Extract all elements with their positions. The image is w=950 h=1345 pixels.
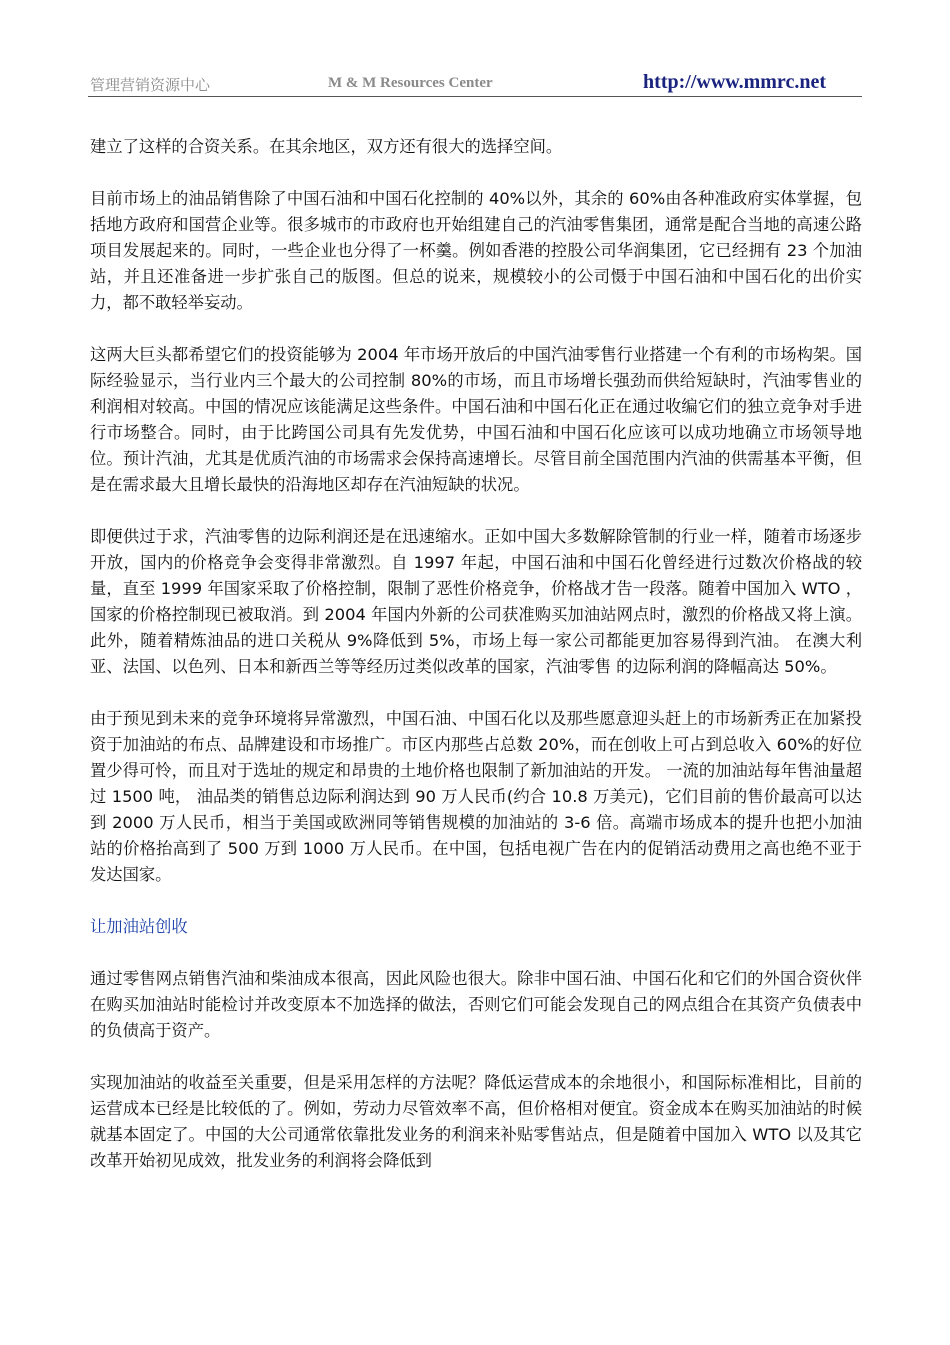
paragraph: 目前市场上的油品销售除了中国石油和中国石化控制的 40%以外，其余的 60%由各种准政府实体掌握，包括地方政府和国营企业等。很多城市的市政府也开始组建自己的汽油零售集团，通常是配合当地的高速公路项目发展起来的。同时，一些企业也分得了一杯羹。例如香港的控股公司华润集团，它已经拥有 23 个加油站，并且还准备进一步扩张自己的版图。但总的说来，规模较小的公司慑于中国石油和中国石化的出价实力，都不敢轻举妄动。 — [90, 189, 862, 312]
page-header — [88, 72, 862, 97]
header-url-link[interactable]: http://www.mmrc.net — [643, 71, 826, 93]
paragraph: 建立了这样的合资关系。在其余地区，双方还有很大的选择空间。 — [90, 137, 563, 156]
paragraph: 由于预见到未来的竞争环境将异常激烈，中国石油、中国石化以及那些愿意迎头赶上的市场新秀正在加紧投资于加油站的布点、品牌建设和市场推广。市区内那些占总数 20%，而在创收上可占到总收入 60%的好位置少得可怜，而且对于选址的规定和昂贵的土地价格也限制了新加油站的开发。 一流的加油站每年售油量超过 1500 吨， 油品类的销售总边际利润达到 90 万人民币(约合 10.8 万美元)，它们目前的售价最高可以达到 2000 万人民币，相当于美国或欧洲同等销售规模的加油站的 3-6 倍。高端市场成本的提升也把小加油站的价格抬高到了 500 万到 1000 万人民币。在中国，包括电视广告在内的促销活动费用之高也绝不亚于发达国家。 — [90, 709, 862, 884]
document-body — [90, 134, 862, 1200]
paragraph: 即便供过于求，汽油零售的边际利润还是在迅速缩水。正如中国大多数解除管制的行业一样，随着市场逐步开放，国内的价格竞争会变得非常激烈。自 1997 年起，中国石油和中国石化曾经进行过数次价格战的较量，直至 1999 年国家采取了价格控制，限制了恶性价格竞争，价格战才告一段落。随着中国加入 WTO ，国家的价格控制现已被取消。到 2004 年国内外新的公司获准购买加油站网点时，激烈的价格战又将上演。此外，随着精炼油品的进口关税从 9%降低到 5%，市场上每一家公司都能更加容易得到汽油。 在澳大利亚、法国、以色列、日本和新西兰等等经历过类似改革的国家，汽油零售 的边际利润的降幅高达 50%。 — [90, 527, 862, 676]
header-org-name: 管理营销资源中心 — [90, 76, 211, 94]
paragraph: 通过零售网点销售汽油和柴油成本很高，因此风险也很大。除非中国石油、中国石化和它们的外国合资伙伴在购买加油站时能检讨并改变原本不加选择的做法，否则它们可能会发现自己的网点组合在其资产负债表中的负债高于资产。 — [90, 969, 862, 1040]
paragraph: 这两大巨头都希望它们的投资能够为 2004 年市场开放后的中国汽油零售行业搭建一个有利的市场构架。国际经验显示，当行业内三个最大的公司控制 80%的市场，而且市场增长强劲而供给短缺时，汽油零售业的利润相对较高。中国的情况应该能满足这些条件。中国石油和中国石化正在通过收编它们的独立竞争对手进行市场整合。同时，由于比跨国公司具有先发优势，中国石油和中国石化应该可以成功地确立市场领导地位。预计汽油，尤其是优质汽油的市场需求会保持高速增长。尽管目前全国范围内汽油的供需基本平衡，但是在需求最大且增长最快的沿海地区却存在汽油短缺的状况。 — [90, 345, 862, 494]
paragraph: 实现加油站的收益至关重要，但是采用怎样的方法呢？降低运营成本的余地很小，和国际标准相比，目前的运营成本已经是比较低的了。例如，劳动力尽管效率不高，但价格相对便宜。资金成本在购买加油站的时候就基本固定了。中国的大公司通常依靠批发业务的利润来补贴零售站点，但是随着中国加入 WTO 以及其它改革开始初见成效，批发业务的利润将会降低到 — [90, 1073, 862, 1170]
header-center-title: M & M Resources Center — [328, 75, 493, 91]
section-heading: 让加油站创收 — [90, 917, 188, 936]
